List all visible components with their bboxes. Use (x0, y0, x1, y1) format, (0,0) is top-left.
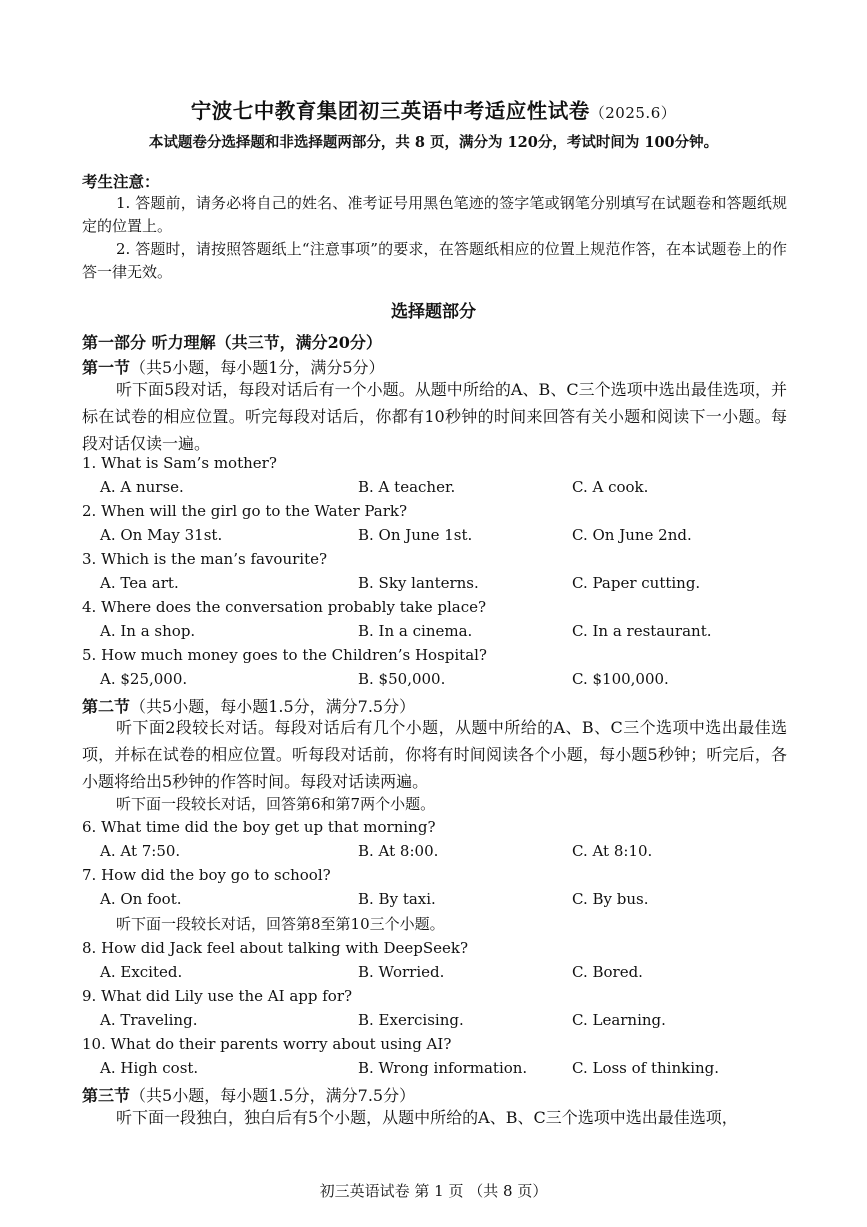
q8-option-b: B. Worried. (358, 963, 445, 981)
q8-option-a: A. Excited. (100, 963, 183, 981)
q10-option-b: B. Wrong information. (358, 1059, 528, 1077)
sec2-sub-instruction-2: 听下面一段较长对话，回答第8至第10三个小题。 (116, 915, 445, 933)
q5-option-c: C. $100,000. (572, 670, 669, 688)
question-4: 4. Where does the conversation probably take place? (82, 598, 487, 616)
page-footer: 初三英语试卷 第 1 页 （共 8 页） (319, 1182, 548, 1200)
page-title (0, 94, 867, 124)
q2-option-a: A. On May 31st. (100, 526, 223, 544)
title-year: （2025.6） (589, 104, 677, 122)
part1-title: 第一部分 听力理解（共三节，满分20分） (82, 333, 382, 352)
sec3-title (82, 1083, 415, 1106)
question-3: 3. Which is the man’s favourite? (82, 550, 328, 568)
sec2-info: （共5小题，每小题1.5分，满分7.5分） (130, 697, 416, 716)
q9-option-a: A. Traveling. (100, 1011, 198, 1029)
q4-option-b: B. In a cinema. (358, 622, 473, 640)
question-5: 5. How much money goes to the Children’s Hospital? (82, 646, 487, 664)
q1-option-c: C. A cook. (572, 478, 649, 496)
q9-option-c: C. Learning. (572, 1011, 666, 1029)
sec3-info: （共5小题，每小题1.5分，满分7.5分） (130, 1086, 416, 1105)
sec1-label: 第一节 (82, 358, 131, 377)
q10-option-c: C. Loss of thinking. (572, 1059, 720, 1077)
q3-option-c: C. Paper cutting. (572, 574, 701, 592)
section-title: 选择题部分 (391, 302, 476, 322)
q7-option-c: C. By bus. (572, 890, 649, 908)
q4-option-a: A. In a shop. (100, 622, 196, 640)
question-10: 10. What do their parents worry about using AI? (82, 1035, 452, 1053)
q4-option-c: C. In a restaurant. (572, 622, 712, 640)
q1-option-b: B. A teacher. (358, 478, 456, 496)
notice-item-1: 1. 答题前，请务必将自己的姓名、准考证号用黑色笔迹的签字笔或钢笔分别填写在试题卷和答题纸规定的位置上。 (82, 194, 787, 235)
q7-option-a: A. On foot. (100, 890, 182, 908)
q3-option-a: A. Tea art. (100, 574, 179, 592)
sec2-label: 第二节 (82, 697, 131, 716)
sec2-sub-instruction-1: 听下面一段较长对话，回答第6和第7两个小题。 (116, 795, 436, 813)
q5-option-a: A. $25,000. (100, 670, 188, 688)
q6-option-a: A. At 7:50. (100, 842, 181, 860)
q6-option-b: B. At 8:00. (358, 842, 439, 860)
sec2-instructions: 听下面2段较长对话。每段对话后有几个小题，从题中所给的A、B、C三个选项中选出最佳选项，并标在试卷的相应位置。听每段对话前，你将有时间阅读各个小题，每小题5秒钟；听完后，各小题将给出5秒钟的作答时间。每段对话读两遍。 (82, 718, 787, 791)
question-7: 7. How did the boy go to school? (82, 866, 331, 884)
q2-option-b: B. On June 1st. (358, 526, 473, 544)
sec1-title (82, 355, 385, 378)
notice-item-2: 2. 答题时，请按照答题纸上“注意事项”的要求，在答题纸相应的位置上规范作答，在本试题卷上的作答一律无效。 (82, 240, 787, 281)
sec3-label: 第三节 (82, 1086, 131, 1105)
q6-option-c: C. At 8:10. (572, 842, 653, 860)
notice-heading: 考生注意： (82, 172, 160, 191)
q9-option-b: B. Exercising. (358, 1011, 464, 1029)
q3-option-b: B. Sky lanterns. (358, 574, 479, 592)
q2-option-c: C. On June 2nd. (572, 526, 692, 544)
question-9: 9. What did Lily use the AI app for? (82, 987, 353, 1005)
q1-option-a: A. A nurse. (100, 478, 184, 496)
question-2: 2. When will the girl go to the Water Park? (82, 502, 408, 520)
question-8: 8. How did Jack feel about talking with DeepSeek? (82, 939, 469, 957)
sec1-instructions: 听下面5段对话，每段对话后有一个小题。从题中所给的A、B、C三个选项中选出最佳选项，并标在试卷的相应位置。听完每段对话后，你都有10秒钟的时间来回答有关小题和阅读下一小题。每段对话仅读一遍。 (82, 380, 787, 453)
q7-option-b: B. By taxi. (358, 890, 436, 908)
question-1: 1. What is Sam’s mother? (82, 454, 277, 472)
title-text: 宁波七中教育集团初三英语中考适应性试卷 (190, 99, 590, 123)
q5-option-b: B. $50,000. (358, 670, 446, 688)
q10-option-a: A. High cost. (100, 1059, 199, 1077)
q8-option-c: C. Bored. (572, 963, 643, 981)
question-6: 6. What time did the boy get up that morning? (82, 818, 436, 836)
exam-description: 本试题卷分选择题和非选择题两部分，共 8 页，满分为 120分，考试时间为 100分钟。 (148, 134, 719, 151)
sec3-instructions: 听下面一段独白，独白后有5个小题，从题中所给的A、B、C三个选项中选出最佳选项， (116, 1108, 738, 1127)
sec1-info: （共5小题，每小题1分，满分5分） (130, 358, 385, 377)
